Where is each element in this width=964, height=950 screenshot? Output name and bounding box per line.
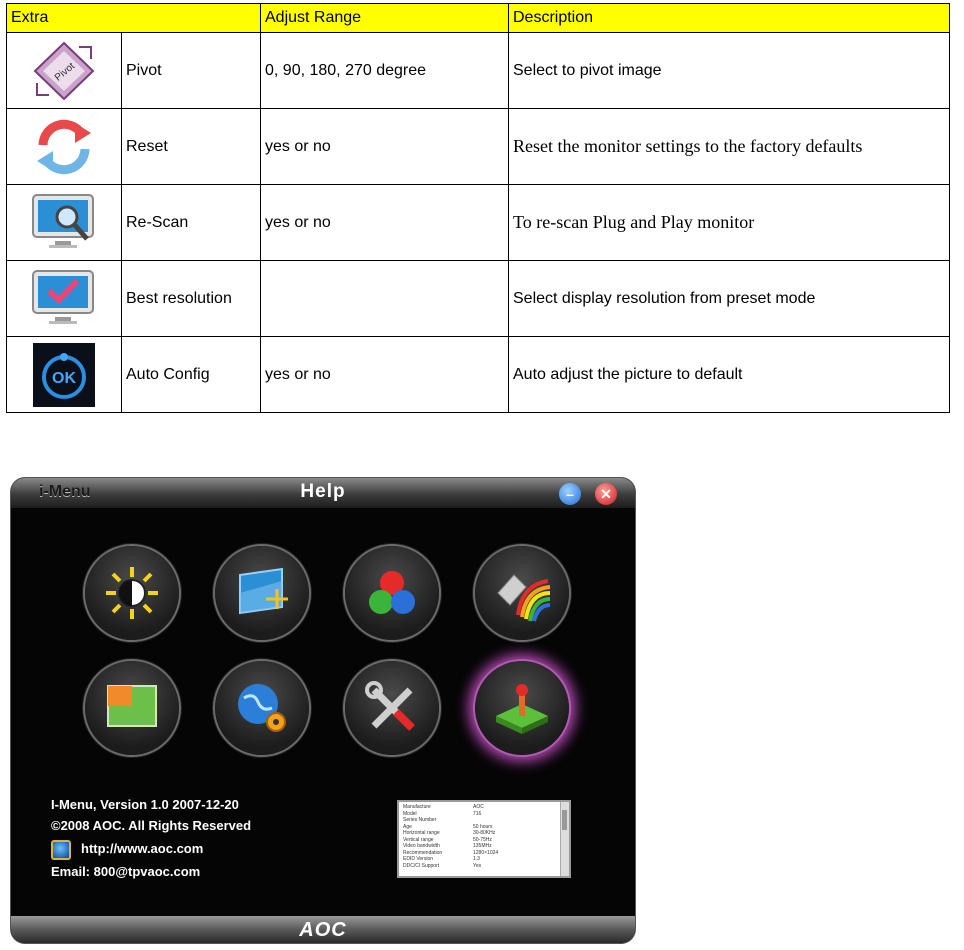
extra-icon (362, 678, 422, 738)
copyright-text: ©2008 AOC. All Rights Reserved (51, 818, 252, 833)
svg-text:Pivot: Pivot (52, 60, 78, 84)
adjust-range: 0, 90, 180, 270 degree (261, 33, 509, 109)
menu-image-setup-button[interactable] (215, 546, 309, 640)
icon-cell (7, 261, 122, 337)
info-row: Vertical range 50-75Hz (403, 836, 492, 843)
app-name: i-Menu (39, 483, 91, 500)
table-row (7, 261, 950, 337)
table-header-row (7, 4, 950, 33)
color-boost-icon (492, 563, 552, 623)
window-title: Help (300, 481, 346, 502)
aoc-logo: AOC (299, 919, 347, 941)
color-setup-icon (362, 563, 422, 623)
icon-cell (7, 109, 122, 185)
image-setup-icon (232, 563, 292, 623)
minimize-button[interactable] (559, 483, 581, 505)
scrollbar-thumb[interactable] (562, 810, 567, 830)
icon-cell (7, 33, 122, 109)
table-row (7, 109, 950, 185)
help-icon (492, 678, 552, 738)
rescan-icon (29, 191, 99, 255)
menu-extra-button[interactable] (345, 661, 439, 755)
table-row (7, 185, 950, 261)
luminance-icon (102, 563, 162, 623)
picture-boost-icon (102, 678, 162, 738)
description: Auto adjust the picture to default (509, 337, 950, 413)
globe-icon[interactable] (51, 840, 71, 860)
info-row: Recommendation 1280×1024 (403, 849, 499, 856)
info-row: DDC/CI Support Yes (403, 862, 482, 869)
version-text: I-Menu, Version 1.0 2007-12-20 (51, 797, 239, 812)
monitor-info-box[interactable] (397, 800, 571, 878)
menu-help-button[interactable] (475, 661, 569, 755)
info-row: Horizontal range 30-80KHz (403, 830, 496, 836)
bottom-bar (11, 916, 635, 943)
info-row: EDID Version 1.3 (403, 856, 480, 862)
info-row: Video bandwidth 135MHz (403, 843, 492, 849)
reset-icon (29, 115, 99, 179)
best-resolution-icon (29, 267, 99, 331)
extra-name: Best resolution (122, 261, 261, 337)
table-row (7, 337, 950, 413)
header-description: Description (509, 4, 950, 33)
close-icon: ✕ (600, 486, 612, 502)
icon-cell (7, 185, 122, 261)
auto-config-icon (29, 343, 99, 407)
menu-color-setup-button[interactable] (345, 546, 439, 640)
website-link[interactable]: http://www.aoc.com (81, 841, 204, 856)
minimize-icon: – (566, 486, 574, 502)
menu-picture-boost-button[interactable] (85, 661, 179, 755)
description: Select to pivot image (509, 33, 950, 109)
table-row (7, 33, 950, 109)
extra-table (6, 3, 950, 413)
extra-name: Reset (122, 109, 261, 185)
menu-osd-setup-button[interactable] (215, 661, 309, 755)
description: Select display resolution from preset mode (509, 261, 950, 337)
description: To re-scan Plug and Play monitor (509, 185, 950, 261)
info-row: Age 50 hours (403, 823, 493, 830)
extra-name: Re-Scan (122, 185, 261, 261)
title-bar (11, 478, 635, 508)
menu-color-boost-button[interactable] (475, 546, 569, 640)
close-button[interactable] (595, 483, 617, 505)
info-scrollbar[interactable] (560, 802, 569, 876)
info-row: Manufacture AOC (403, 804, 484, 810)
osd-setup-icon (232, 678, 292, 738)
icon-cell (7, 337, 122, 413)
svg-text:OK: OK (52, 369, 76, 387)
extra-name: Auto Config (122, 337, 261, 413)
info-row: Series Number (403, 817, 437, 823)
adjust-range: yes or no (261, 185, 509, 261)
email-text: Email: 800@tpvaoc.com (51, 864, 201, 879)
adjust-range (261, 261, 509, 337)
imenu-window (11, 478, 635, 943)
header-extra: Extra (7, 4, 261, 33)
info-row: Model 716 (403, 810, 482, 817)
extra-name: Pivot (122, 33, 261, 109)
monitor-info-list (403, 804, 561, 869)
adjust-range: yes or no (261, 337, 509, 413)
pivot-icon (29, 39, 99, 103)
menu-luminance-button[interactable] (85, 546, 179, 640)
adjust-range: yes or no (261, 109, 509, 185)
description: Reset the monitor settings to the factory defaults (509, 109, 950, 185)
header-adjust-range: Adjust Range (261, 4, 509, 33)
